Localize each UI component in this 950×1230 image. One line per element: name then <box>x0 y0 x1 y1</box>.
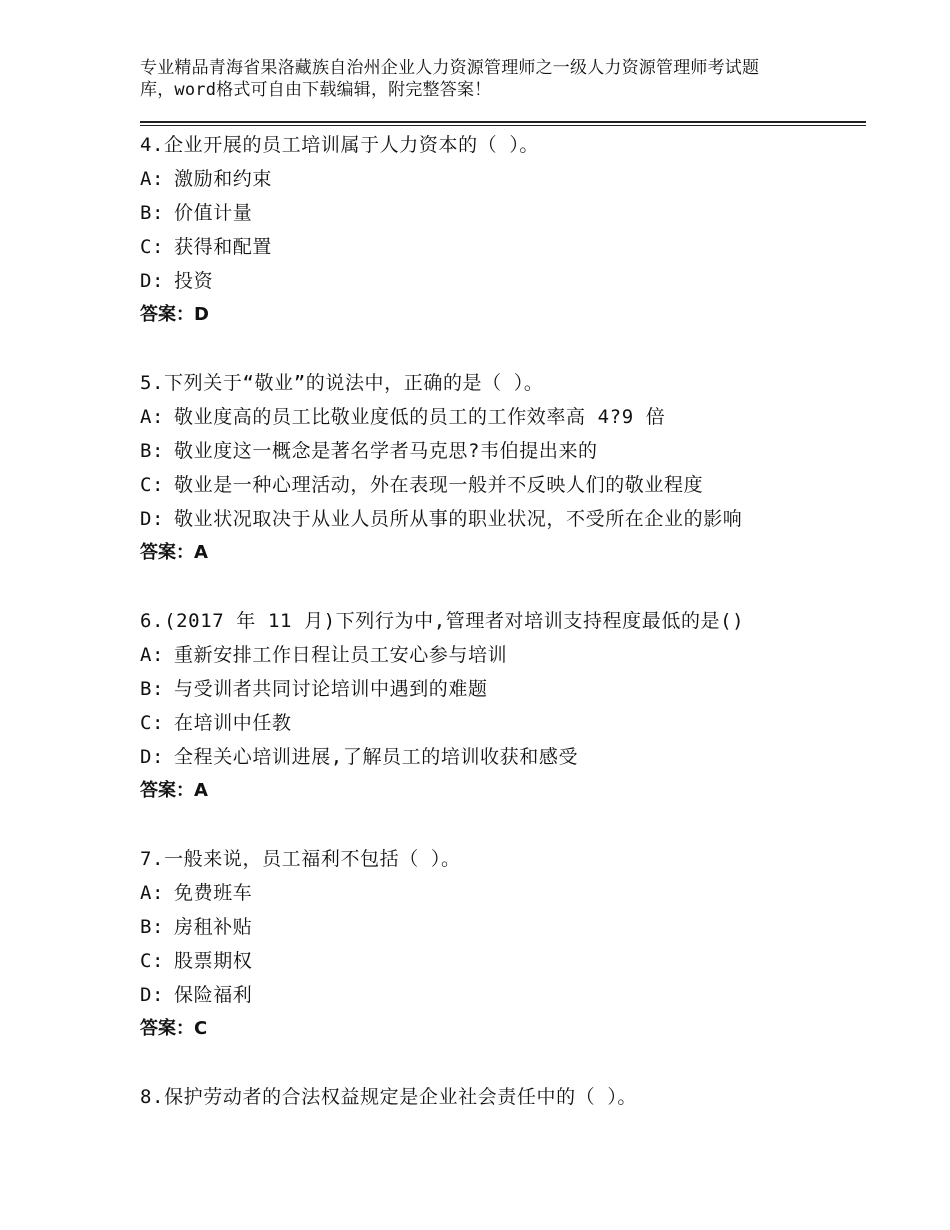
question-block <box>140 1080 866 1114</box>
question-stem: 4.企业开展的员工培训属于人力资本的（ ）。 <box>140 134 540 156</box>
option-text: 敬业是一种心理活动，外在表现一般并不反映人们的敬业程度 <box>174 474 704 496</box>
option-letter: D: <box>140 508 165 530</box>
option-text: 敬业状况取决于从业人员所从事的职业状况，不受所在企业的影响 <box>174 508 743 530</box>
question-block <box>140 604 866 808</box>
header-rule-thin <box>140 125 866 126</box>
option-text: 在培训中任教 <box>174 712 292 734</box>
option-a <box>140 638 866 672</box>
option-letter: A: <box>140 644 165 666</box>
option-a <box>140 876 866 910</box>
option-text: 全程关心培训进展,了解员工的培训收获和感受 <box>174 746 579 768</box>
option-a <box>140 162 866 196</box>
document-header <box>140 57 830 101</box>
option-a <box>140 400 866 434</box>
spacer <box>140 332 866 366</box>
option-letter: B: <box>140 202 165 224</box>
option-text: 价值计量 <box>174 202 253 224</box>
option-letter: D: <box>140 270 165 292</box>
option-d <box>140 978 866 1012</box>
option-letter: C: <box>140 236 165 258</box>
option-letter: C: <box>140 950 165 972</box>
option-d <box>140 740 866 774</box>
question-block <box>140 366 866 570</box>
option-d <box>140 264 866 298</box>
question-stem: 8.保护劳动者的合法权益规定是企业社会责任中的（ ）。 <box>140 1086 638 1108</box>
option-b <box>140 672 866 706</box>
option-letter: C: <box>140 712 165 734</box>
question-stem: 7.一般来说，员工福利不包括（ ）。 <box>140 848 461 870</box>
option-c <box>140 468 866 502</box>
option-b <box>140 434 866 468</box>
option-letter: D: <box>140 746 165 768</box>
question-block <box>140 128 866 332</box>
spacer <box>140 570 866 604</box>
option-letter: A: <box>140 882 165 904</box>
option-c <box>140 230 866 264</box>
option-d <box>140 502 866 536</box>
option-c <box>140 944 866 978</box>
option-text: 保险福利 <box>174 984 253 1006</box>
option-text: 投资 <box>174 270 214 292</box>
option-text: 敬业度高的员工比敬业度低的员工的工作效率高 4?9 倍 <box>174 406 666 428</box>
option-letter: B: <box>140 916 165 938</box>
option-text: 敬业度这一概念是著名学者马克思?韦伯提出来的 <box>174 440 598 462</box>
spacer <box>140 808 866 842</box>
answer-line: 答案：D <box>140 304 209 325</box>
question-stem: 5.下列关于“敬业”的说法中，正确的是（ ）。 <box>140 372 544 394</box>
option-text: 重新安排工作日程让员工安心参与培训 <box>174 644 508 666</box>
option-letter: A: <box>140 168 165 190</box>
answer-line: 答案：A <box>140 542 208 563</box>
option-letter: B: <box>140 440 165 462</box>
option-text: 房租补贴 <box>174 916 253 938</box>
option-b <box>140 910 866 944</box>
option-text: 股票期权 <box>174 950 253 972</box>
answer-line: 答案：C <box>140 1018 208 1039</box>
option-letter: D: <box>140 984 165 1006</box>
option-letter: B: <box>140 678 165 700</box>
option-text: 免费班车 <box>174 882 253 904</box>
spacer <box>140 1046 866 1080</box>
header-line-1: 专业精品青海省果洛藏族自治州企业人力资源管理师之一级人力资源管理师考试题 <box>140 58 760 78</box>
option-text: 激励和约束 <box>174 168 273 190</box>
option-text: 与受训者共同讨论培训中遇到的难题 <box>174 678 488 700</box>
header-rule-thick <box>140 121 866 123</box>
option-b <box>140 196 866 230</box>
option-c <box>140 706 866 740</box>
answer-line: 答案：A <box>140 780 208 801</box>
question-block <box>140 842 866 1046</box>
question-list <box>140 128 866 1114</box>
header-line-2: 库，word格式可自由下载编辑，附完整答案！ <box>140 80 492 100</box>
question-stem: 6.(2017 年 11 月)下列行为中,管理者对培训支持程度最低的是() <box>140 610 745 632</box>
option-letter: C: <box>140 474 165 496</box>
option-letter: A: <box>140 406 165 428</box>
option-text: 获得和配置 <box>174 236 273 258</box>
